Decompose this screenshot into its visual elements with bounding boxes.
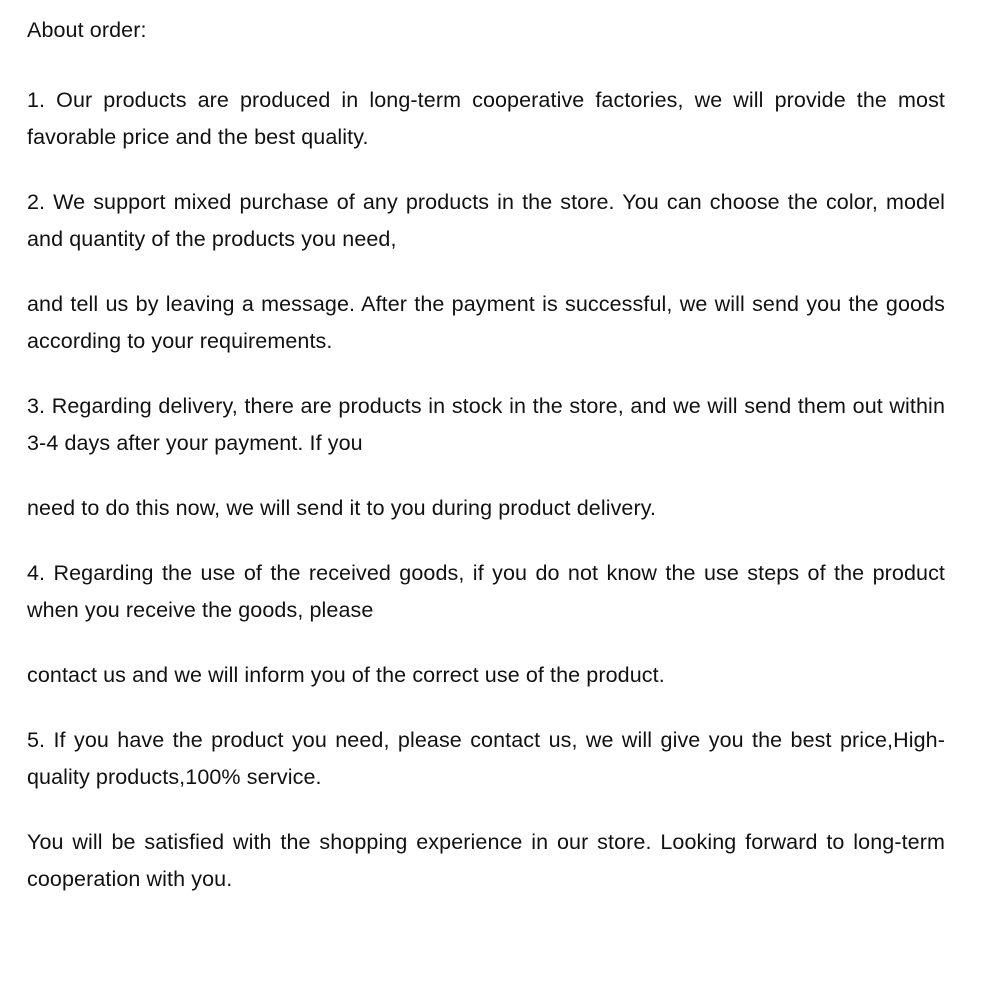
paragraph-1: 1. Our products are produced in long-term cooperative factories, we will provide the most favorable price and the best quality. <box>27 88 945 149</box>
paragraph-8: 5. If you have the product you need, please contact us, we will give you the best price,High-quality products,100% service. <box>27 728 945 789</box>
paragraph-4: 3. Regarding delivery, there are products in stock in the store, and we will send them out within 3-4 days after your payment. If you <box>27 394 945 455</box>
paragraph-7: contact us and we will inform you of the correct use of the product. <box>27 663 665 687</box>
paragraph-6: 4. Regarding the use of the received goods, if you do not know the use steps of the product when you receive the goods, please <box>27 561 945 622</box>
paragraph-9: You will be satisfied with the shopping experience in our store. Looking forward to long-term cooperation with you. <box>27 830 945 891</box>
paragraph-2: 2. We support mixed purchase of any products in the store. You can choose the color, model and quantity of the products you need, <box>27 190 945 251</box>
paragraph-3: and tell us by leaving a message. After the payment is successful, we will send you the goods according to your requirements. <box>27 292 945 353</box>
paragraph-5: need to do this now, we will send it to you during product delivery. <box>27 496 657 520</box>
document-heading: About order: <box>27 18 147 42</box>
